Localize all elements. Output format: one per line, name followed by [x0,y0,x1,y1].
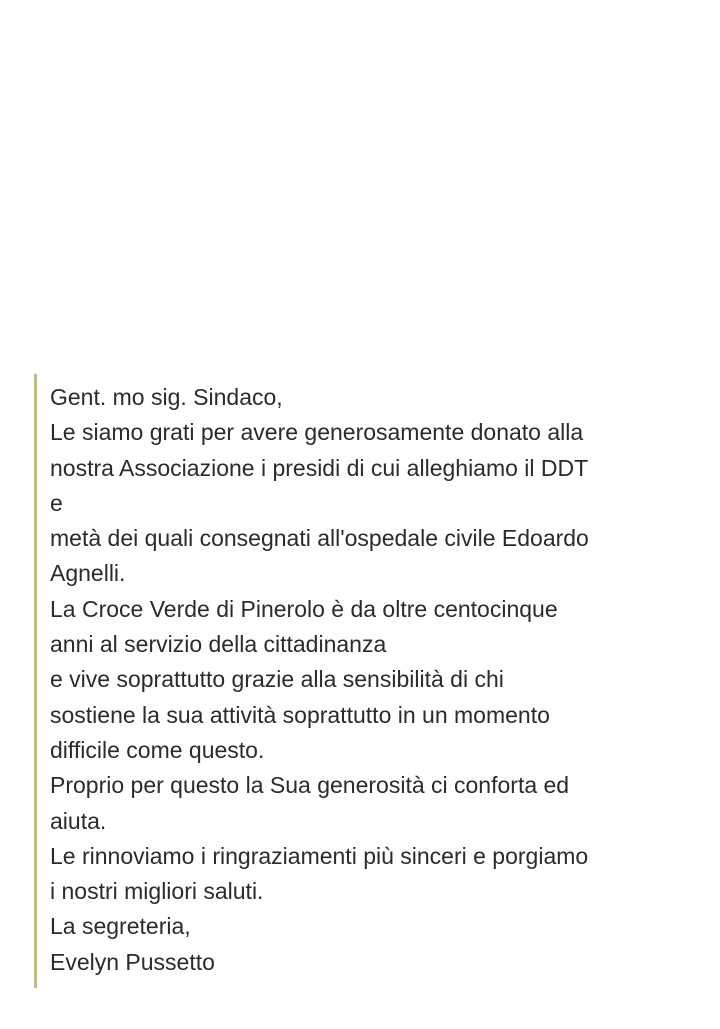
letter-line: Agnelli. [50,560,126,587]
letter-body [50,380,695,980]
closing-line: La segreteria, [50,913,191,940]
letter-line: Proprio per questo la Sua generosità ci conforta ed [50,772,570,799]
letter-line: e vive soprattutto grazie alla sensibilità di chi [50,666,504,693]
letter-line: Le siamo grati per avere generosamente donato alla [50,419,584,446]
letter-line: aiuta. [50,807,107,834]
salutation-line: Gent. mo sig. Sindaco, [50,384,283,410]
letter-line: sostiene la sua attività soprattutto in un momento [50,701,550,728]
letter-line: nostra Associazione i presidi di cui alleghiamo il DDT [50,454,589,481]
letter-line: metà dei quali consegnati all'ospedale civile Edoardo [50,525,589,552]
letter-line: anni al servizio della cittadinanza [50,631,387,658]
letter-blockquote [34,374,694,988]
signature-line: Evelyn Pussetto [50,948,215,975]
letter-line: Le rinnoviamo i ringraziamenti più sinceri e porgiamo [50,842,589,869]
letter-line: difficile come questo. [50,736,265,763]
letter-line: e [50,489,63,516]
letter-line: i nostri migliori saluti. [50,878,264,905]
letter-line: La Croce Verde di Pinerolo è da oltre centocinque [50,595,558,622]
